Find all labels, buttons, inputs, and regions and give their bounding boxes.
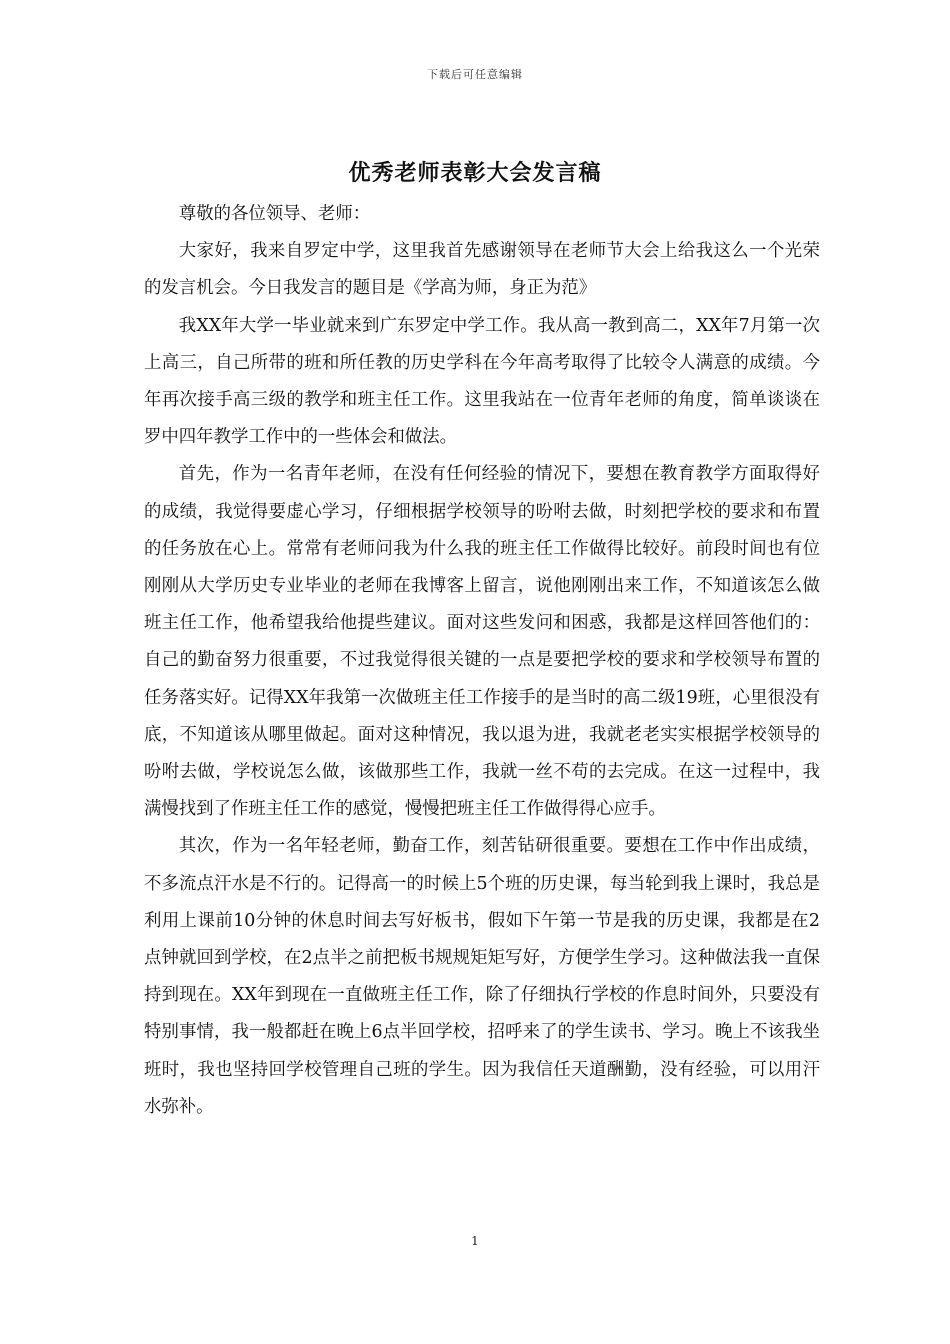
- paragraph: 大家好，我来自罗定中学，这里我首先感谢领导在老师节大会上给我这么一个光荣的发言机会。今日我发言的题目是《学高为师，身正为范》: [144, 241, 820, 299]
- salutation: 尊敬的各位领导、老师：: [178, 204, 371, 224]
- page-number: 1: [471, 1234, 479, 1248]
- paragraph: 首先，作为一名青年老师，在没有任何经验的情况下，要想在教育教学方面取得好的成绩，我觉得要虚心学习，仔细根据学校领导的吩咐去做，时刻把学校的要求和布置的任务放在心上。常常有老师问我为什么我的班主任工作做得比较好。前段时间也有位刚刚从大学历史专业毕业的老师在我博客上留言，说他刚刚出来工作，不知道该怎么做班主任工作，他希望我给他提些建议。面对这些发问和困惑，我都是这样回答他们的：自己的勤奋努力很重要，不过我觉得很关键的一点是要把学校的要求和学校领导布置的任务落实好。记得XX年我第一次做班主任工作接手的是当时的高二级19班，心里很没有底，不知道该从哪里做起。面对这种情况，我以退为进，我就老老实实根据学校领导的吩咐去做，学校说怎么做，该做那些工作，我就一丝不苟的去完成。在这一过程中，我满慢找到了作班主任工作的感觉，慢慢把班主任工作做得得心应手。: [144, 464, 820, 820]
- paragraph: 其次，作为一名年轻老师，勤奋工作，刻苦钻研很重要。要想在工作中作出成绩，不多流点汗水是不行的。记得高一的时候上5个班的历史课，每当轮到我上课时，我总是利用上课前10分钟的休息时间去写好板书，假如下午第一节是我的历史课，我都是在2点钟就回到学校，在2点半之前把板书规规矩矩写好，方便学生学习。这种做法我一直保持到现在。XX年到现在一直做班主任工作，除了仔细执行学校的作息时间外，只要没有特别事情，我一般都赶在晚上6点半回学校，招呼来了的学生读书、学习。晚上不该我坐班时，我也坚持回学校管理自己班的学生。因为我信任天道酬勤，没有经验，可以用汗水弥补。: [144, 836, 820, 1117]
- page-title: 优秀老师表彰大会发言稿: [348, 160, 602, 186]
- document-body: [144, 196, 820, 1126]
- paragraph: 我XX年大学一毕业就来到广东罗定中学工作。我从高一教到高二，XX年7月第一次上高三，自己所带的班和所任教的历史学科在今年高考取得了比较令人满意的成绩。今年再次接手高三级的教学和班主任工作。这里我站在一位青年老师的角度，简单谈谈在罗中四年教学工作中的一些体会和做法。: [144, 315, 820, 448]
- header-note: 下载后可任意编辑: [427, 68, 523, 81]
